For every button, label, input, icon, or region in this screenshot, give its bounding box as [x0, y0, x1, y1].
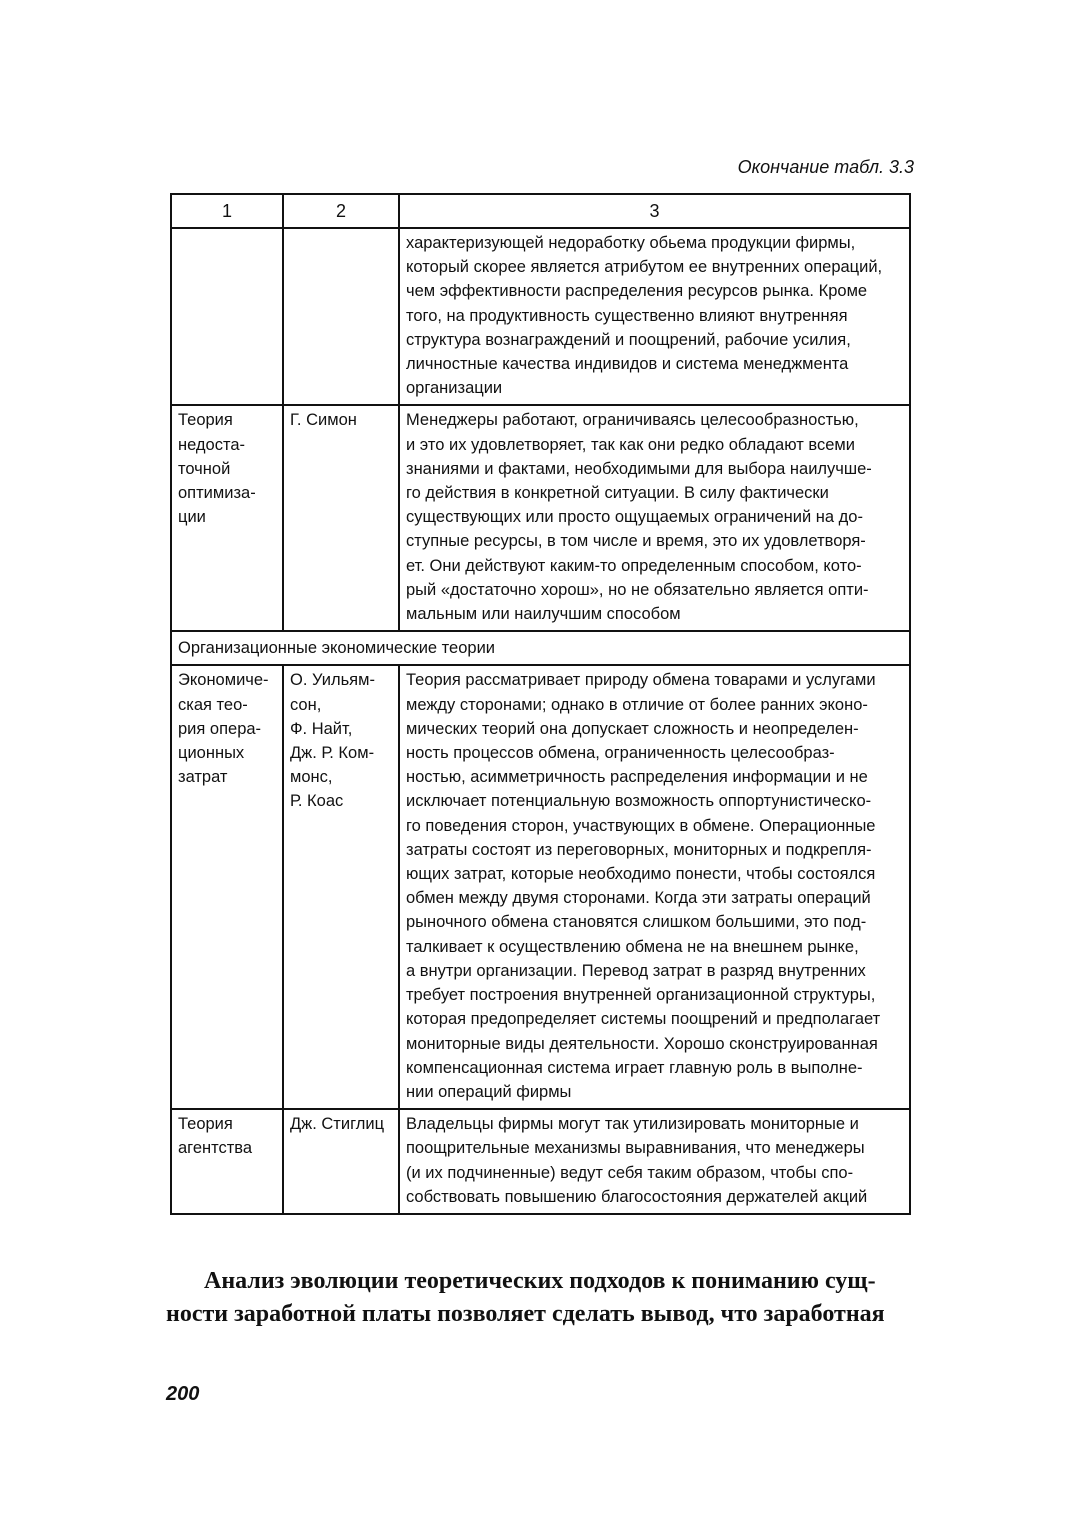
paragraph-line: ности заработной платы позволяет сделать вывод, что заработная	[166, 1301, 885, 1327]
theory-name-line: точной	[178, 459, 231, 478]
theory-name-line: ская тео-	[178, 695, 248, 714]
description-cell	[399, 405, 910, 631]
description-line: затраты состоят из переговорных, мониторных и подкрепля-	[406, 840, 872, 859]
author-line: Ф. Найт,	[290, 719, 353, 738]
description-line: поощрительные механизмы выравнивания, что менеджеры	[406, 1139, 865, 1158]
theories-table	[170, 193, 911, 1215]
table-row	[171, 1109, 910, 1214]
theory-name-line: затрат	[178, 768, 228, 787]
author-line: сон,	[290, 695, 322, 714]
header-cell-1: 1	[171, 194, 283, 228]
description-line: (и их подчиненные) ведут себя таким образом, чтобы спо-	[406, 1163, 854, 1182]
author-line: О. Уильям-	[290, 671, 375, 690]
theory-name-line: ционных	[178, 744, 245, 763]
description-line: ностью, асимметричность распределения информации и не	[406, 768, 868, 787]
description-line: требует построения внутренней организационной структуры,	[406, 986, 876, 1005]
table-row	[171, 405, 910, 631]
description-line: обмен между двумя сторонами. Когда эти затраты операций	[406, 889, 871, 908]
theory-name-line: ции	[178, 508, 206, 527]
description-line: го действия в конкретной ситуации. В силу фактически	[406, 484, 829, 503]
header-cell-3: 3	[399, 194, 910, 228]
description-line: ет. Они действуют каким-то определенным способом, кото-	[406, 556, 862, 575]
description-line: компенсационная система играет главную роль в выполне-	[406, 1058, 863, 1077]
description-line: который скорее является атрибутом ее внутренних операций,	[406, 258, 883, 277]
description-line: чем эффективности распределения ресурсов рынка. Кроме	[406, 282, 868, 301]
theory-name-line: недоста-	[178, 435, 246, 454]
description-line: существующих или просто ощущаемых ограничений на до-	[406, 508, 863, 527]
theory-name-cell	[171, 405, 283, 631]
theory-name-cell	[171, 1109, 283, 1214]
description-line: рыночного обмена становятся слишком большими, это под-	[406, 913, 867, 932]
description-line: исключает потенциальную возможность оппортунистическо-	[406, 792, 872, 811]
theory-name-cell	[171, 228, 283, 405]
description-line: Владельцы фирмы могут так утилизировать мониторные и	[406, 1115, 859, 1134]
section-row	[171, 631, 910, 665]
description-line: ступные ресурсы, в том числе и время, это их удовлетворя-	[406, 532, 866, 551]
description-line: талкивает к осуществлению обмена не на внешнем рынке,	[406, 937, 859, 956]
description-line: ющих затрат, которые необходимо понести, чтобы состоялся	[406, 865, 876, 884]
description-line: знаниями и фактами, необходимыми для выбора наилучше-	[406, 459, 872, 478]
description-line: Теория рассматривает природу обмена товарами и услугами	[406, 671, 876, 690]
description-line: которая предопределяет системы поощрений и предполагает	[406, 1010, 881, 1029]
description-line: а внутри организации. Перевод затрат в разряд внутренних	[406, 961, 866, 980]
theory-name-line: Теория	[178, 411, 233, 430]
description-line: Менеджеры работают, ограничиваясь целесообразностью,	[406, 411, 859, 430]
author-line: Дж. Р. Ком-	[290, 744, 375, 763]
author-line: монс,	[290, 768, 333, 787]
table-row	[171, 228, 910, 405]
theory-name-line: Теория	[178, 1115, 233, 1134]
description-line: мических теорий она допускает сложность и неопределен-	[406, 719, 859, 738]
description-cell	[399, 665, 910, 1109]
section-title: Организационные экономические теории	[171, 631, 910, 665]
theory-name-line: агентства	[178, 1139, 253, 1158]
authors-cell	[283, 228, 399, 405]
description-line: го поведения сторон, участвующих в обмене. Операционные	[406, 816, 876, 835]
author-line: Г. Симон	[290, 411, 357, 430]
description-line: и это их удовлетворяет, так как они редко обладают всеми	[406, 435, 855, 454]
body-paragraph	[166, 1265, 916, 1331]
description-line: между сторонами; однако в отличие от более ранних эконо-	[406, 695, 868, 714]
theory-name-line: оптимиза-	[178, 484, 256, 503]
authors-cell	[283, 1109, 399, 1214]
description-line: собствовать повышению благосостояния держателей акций	[406, 1187, 868, 1206]
description-line: личностные качества индивидов и система менеджмента	[406, 355, 849, 374]
description-line: ность процессов обмена, ограниченность целесообраз-	[406, 744, 835, 763]
description-line: структура вознаграждений и поощрений, рабочие усилия,	[406, 330, 851, 349]
authors-cell	[283, 405, 399, 631]
table-row	[171, 665, 910, 1109]
description-line: нии операций фирмы	[406, 1082, 572, 1101]
description-line: того, на продуктивность существенно влияют внутренняя	[406, 306, 848, 325]
paragraph-line: Анализ эволюции теоретических подходов к пониманию сущ-	[204, 1268, 876, 1294]
author-line: Р. Коас	[290, 792, 344, 811]
description-line: мониторные виды деятельности. Хорошо сконструированная	[406, 1034, 878, 1053]
authors-cell	[283, 665, 399, 1109]
page-number: 200	[166, 1383, 200, 1405]
description-line: мальным или наилучшим способом	[406, 605, 681, 624]
theory-name-cell	[171, 665, 283, 1109]
header-cell-2: 2	[283, 194, 399, 228]
table-header-row	[171, 194, 910, 228]
description-line: характеризующей недоработку обьема продукции фирмы,	[406, 234, 856, 252]
description-cell	[399, 1109, 910, 1214]
description-cell	[399, 228, 910, 405]
theory-name-line: Экономиче-	[178, 671, 269, 690]
theory-name-line: рия опера-	[178, 719, 262, 738]
author-line: Дж. Стиглиц	[290, 1115, 385, 1134]
description-line: рый «достаточно хорош», но не обязательно является опти-	[406, 580, 869, 599]
description-line: организации	[406, 379, 503, 398]
table-caption: Окончание табл. 3.3	[737, 157, 914, 177]
